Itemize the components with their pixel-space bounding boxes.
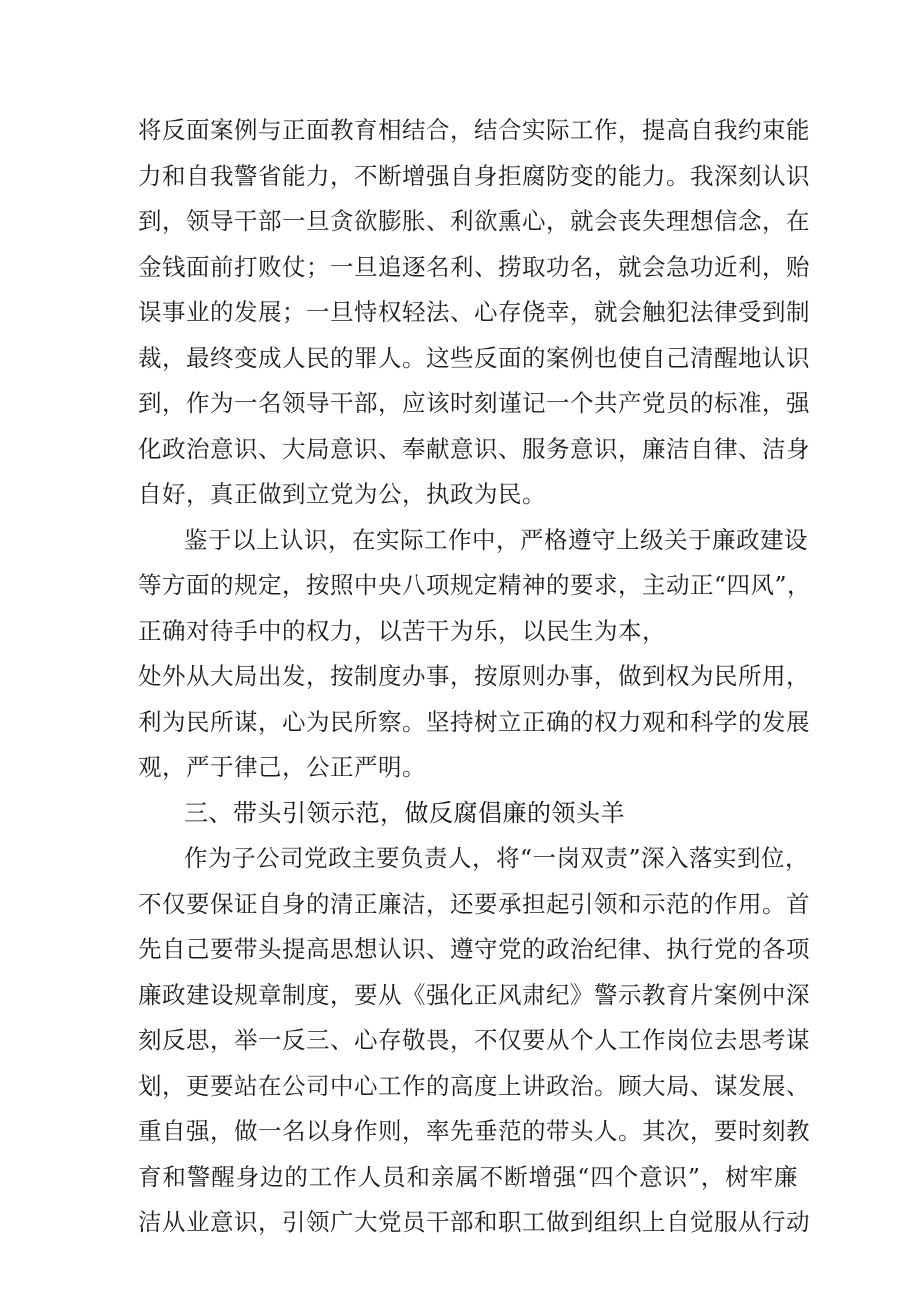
text-line: 正确对待手中的权力，以苦干为乐，以民生为本， bbox=[138, 617, 666, 645]
text-line: 重自强，做一名以身作则，率先垂范的带头人。其次，要时刻教 bbox=[138, 1117, 810, 1145]
text-line: 作为子公司党政主要负责人，将“一岗双责”深入落实到位， bbox=[184, 844, 810, 872]
text-line: 鉴于以上认识，在实际工作中，严格遵守上级关于廉政建设 bbox=[184, 526, 808, 554]
text-line: 等方面的规定，按照中央八项规定精神的要求，主动正“四风”， bbox=[138, 571, 812, 599]
text-line: 观，严于律己，公正严明。 bbox=[138, 753, 426, 781]
text-line: 刻反思，举一反三、心存敬畏，不仅要从个人工作岗位去思考谋 bbox=[138, 1026, 810, 1054]
text-line: 洁从业意识，引领广大党员干部和职工做到组织上自觉服从行动 bbox=[138, 1208, 810, 1236]
text-line: 划，更要站在公司中心工作的高度上讲政治。顾大局、谋发展、 bbox=[138, 1072, 810, 1100]
text-line: 处外从大局出发，按制度办事，按原则办事，做到权为民所用， bbox=[138, 662, 810, 690]
text-line: 利为民所谋，心为民所察。坚持树立正确的权力观和科学的发展 bbox=[138, 708, 810, 736]
text-line: 先自己要带头提高思想认识、遵守党的政治纪律、执行党的各项 bbox=[138, 935, 810, 963]
text-line: 育和警醒身边的工作人员和亲属不断增强“四个意识”，树牢廉 bbox=[138, 1163, 798, 1191]
text-line: 裁，最终变成人民的罪人。这些反面的案例也使自己清醒地认识 bbox=[138, 344, 810, 372]
text-line: 力和自我警省能力，不断增强自身拒腐防变的能力。我深刻认识 bbox=[138, 162, 810, 190]
text-line: 到，领导干部一旦贪欲膨胀、利欲熏心，就会丧失理想信念，在 bbox=[138, 207, 810, 235]
text-line: 自好，真正做到立党为公，执政为民。 bbox=[138, 480, 546, 508]
section-heading: 三、带头引领示范，做反腐倡廉的领头羊 bbox=[184, 799, 625, 827]
text-line: 将反面案例与正面教育相结合，结合实际工作，提高自我约束能 bbox=[138, 116, 810, 144]
text-line: 误事业的发展；一旦恃权轻法、心存侥幸，就会触犯法律受到制 bbox=[138, 298, 810, 326]
text-line: 不仅要保证自身的清正廉洁，还要承担起引领和示范的作用。首 bbox=[138, 890, 810, 918]
text-line: 到，作为一名领导干部，应该时刻谨记一个共产党员的标准，强 bbox=[138, 389, 810, 417]
text-line: 金钱面前打败仗；一旦追逐名利、捞取功名，就会急功近利，贻 bbox=[138, 253, 810, 281]
text-line: 廉政建设规章制度，要从《强化正风肃纪》警示教育片案例中深 bbox=[138, 981, 810, 1009]
text-line: 化政治意识、大局意识、奉献意识、服务意识，廉洁自律、洁身 bbox=[138, 435, 810, 463]
